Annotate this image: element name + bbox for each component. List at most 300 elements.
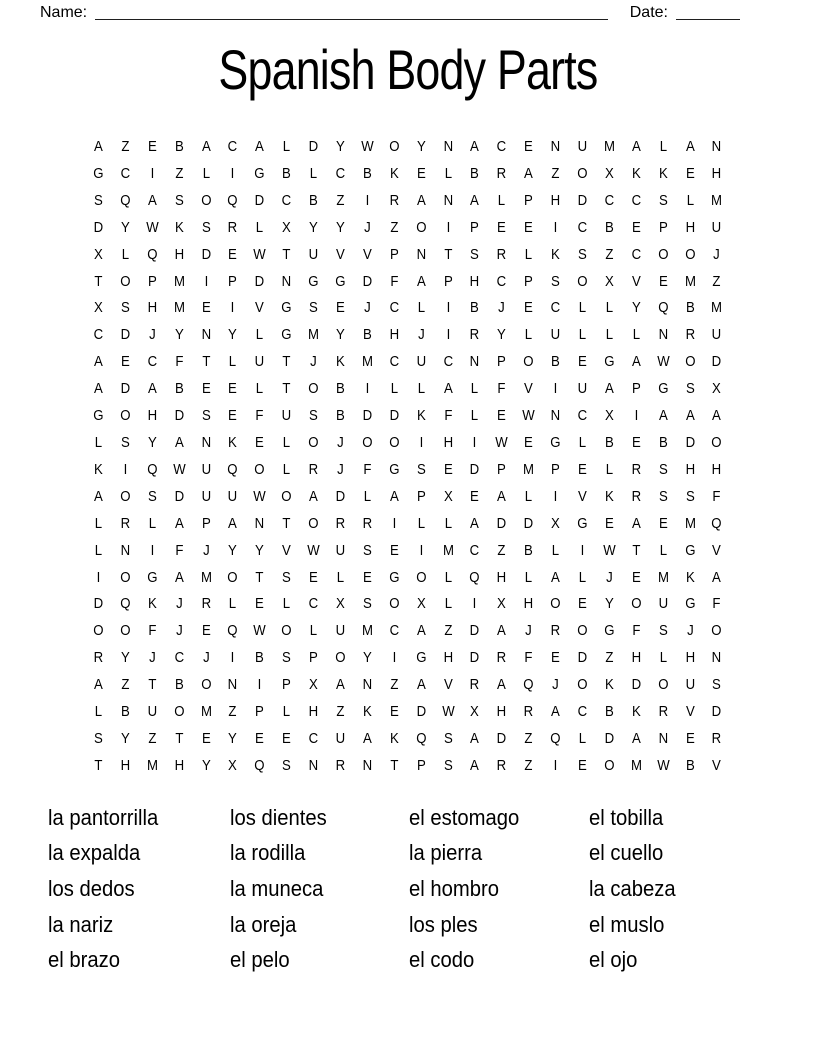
grid-cell: A [712, 568, 722, 586]
grid-cell: P [255, 703, 265, 721]
grid-cell: K [389, 164, 399, 182]
grid-cell: R [308, 460, 319, 478]
grid-cell: L [309, 164, 318, 182]
grid-cell: O [281, 622, 292, 640]
grid-cell: N [550, 138, 561, 155]
grid-cell: D [577, 191, 588, 209]
grid-cell: O [200, 676, 212, 694]
grid-cell: T [94, 756, 103, 774]
grid-cell: A [228, 514, 238, 532]
grid-cell: J [686, 622, 694, 640]
date-fill-line [676, 7, 740, 20]
grid-cell: M [361, 622, 373, 640]
word-bank-item: los dientes [230, 804, 327, 830]
grid-cell: S [685, 487, 695, 505]
grid-cell: O [200, 191, 212, 209]
grid-cell: K [147, 595, 157, 613]
grid-cell: Y [631, 299, 641, 317]
grid-cell: G [281, 326, 292, 344]
grid-cell: B [174, 676, 184, 694]
grid-cell: L [148, 514, 156, 532]
grid-cell: L [417, 380, 425, 398]
grid-cell: M [711, 299, 723, 317]
grid-cell: W [145, 218, 159, 236]
grid-cell: V [712, 541, 722, 559]
grid-cell: V [282, 541, 292, 559]
grid-cell: E [497, 218, 507, 236]
grid-cell: U [577, 380, 588, 398]
grid-cell: O [227, 568, 239, 586]
grid-cell: K [336, 353, 345, 371]
grid-cell: U [335, 622, 346, 640]
grid-cell: I [150, 541, 155, 559]
grid-cell: X [309, 676, 318, 694]
grid-cell: K [685, 568, 695, 586]
grid-cell: W [253, 245, 267, 263]
grid-cell: O [577, 676, 588, 694]
grid-cell: E [201, 299, 211, 317]
grid-cell: Z [551, 164, 560, 182]
grid-cell: L [283, 595, 291, 613]
grid-cell: C [93, 326, 104, 344]
grid-cell: S [470, 245, 480, 263]
grid-cell: O [120, 407, 131, 425]
grid-cell: A [201, 138, 211, 155]
grid-cell: Y [120, 218, 130, 236]
grid-cell: R [228, 218, 238, 236]
grid-cell: D [120, 380, 131, 398]
grid-row [85, 511, 731, 538]
grid-cell: P [416, 756, 426, 774]
grid-cell: R [93, 649, 104, 667]
grid-cell: B [362, 326, 372, 344]
grid-cell: T [632, 541, 641, 559]
grid-cell: A [470, 191, 480, 209]
grid-cell: W [253, 487, 267, 505]
grid-cell: M [173, 299, 185, 317]
grid-cell: N [416, 245, 426, 263]
grid-cell: B [362, 164, 372, 182]
grid-cell: Z [390, 218, 399, 236]
grid-cell: D [523, 514, 534, 532]
grid-cell: A [147, 380, 157, 398]
grid-cell: P [309, 649, 318, 667]
grid-row [85, 672, 731, 699]
grid-cell: T [148, 676, 157, 694]
word-bank-item: el codo [409, 947, 475, 973]
grid-cell: W [441, 703, 455, 721]
grid-cell: J [175, 622, 183, 640]
grid-cell: H [550, 191, 561, 209]
grid-cell: P [416, 487, 426, 505]
grid-cell: E [416, 164, 426, 182]
grid-cell: U [335, 729, 346, 747]
grid-cell: O [684, 353, 696, 371]
grid-cell: L [256, 218, 264, 236]
grid-cell: I [553, 487, 558, 505]
grid-cell: E [578, 460, 587, 478]
grid-cell: A [147, 191, 157, 209]
grid-cell: H [470, 272, 480, 290]
word-bank-item: la muneca [230, 875, 324, 901]
grid-cell: D [577, 649, 588, 667]
grid-cell: R [497, 756, 507, 774]
grid-cell: I [231, 299, 235, 317]
grid-cell: T [282, 245, 291, 263]
grid-cell: Y [309, 218, 318, 236]
grid-cell: N [712, 649, 722, 667]
grid-cell: D [497, 514, 507, 532]
grid-cell: G [93, 407, 104, 425]
name-fill-line [95, 7, 608, 20]
grid-cell: Z [524, 729, 533, 747]
grid-cell: E [524, 138, 534, 155]
grid-cell: O [254, 460, 265, 478]
grid-cell: O [120, 272, 131, 290]
grid-row [85, 484, 731, 511]
grid-cell: I [365, 380, 370, 398]
grid-cell: J [364, 299, 371, 317]
grid-cell: S [578, 245, 587, 263]
grid-cell: C [389, 353, 400, 371]
grid-cell: I [231, 164, 235, 182]
grid-cell: A [631, 353, 641, 371]
grid-cell: L [309, 622, 318, 640]
grid-cell: A [631, 138, 641, 155]
grid-cell: H [712, 460, 722, 478]
grid-cell: A [551, 568, 560, 586]
grid-cell: N [550, 407, 561, 425]
grid-cell: R [201, 595, 211, 613]
grid-cell: R [362, 514, 373, 532]
grid-cell: S [658, 460, 668, 478]
grid-cell: I [392, 649, 397, 667]
grid-cell: L [659, 649, 667, 667]
grid-cell: T [94, 272, 103, 290]
grid-cell: D [308, 138, 319, 155]
grid-cell: O [684, 245, 696, 263]
grid-cell: B [174, 380, 184, 398]
grid-cell: E [389, 703, 399, 721]
grid-cell: T [282, 514, 291, 532]
grid-cell: S [94, 729, 103, 747]
grid-cell: A [255, 138, 265, 155]
grid-cell: O [577, 164, 588, 182]
grid-cell: Z [121, 138, 130, 155]
grid-cell: Q [147, 460, 158, 478]
grid-cell: Q [711, 514, 723, 532]
grid-cell: K [389, 729, 399, 747]
grid-row [85, 188, 731, 215]
grid-cell: C [550, 299, 561, 317]
grid-cell: I [553, 218, 558, 236]
grid-cell: B [336, 407, 345, 425]
grid-cell: U [228, 487, 238, 505]
grid-cell: O [308, 433, 319, 451]
grid-cell: O [362, 433, 373, 451]
grid-cell: L [283, 433, 291, 451]
grid-cell: K [94, 460, 103, 478]
grid-cell: C [228, 138, 238, 155]
grid-cell: X [94, 245, 103, 263]
grid-cell: I [473, 595, 477, 613]
grid-cell: G [389, 568, 400, 586]
grid-cell: C [577, 703, 588, 721]
grid-cell: B [309, 191, 318, 209]
grid-cell: I [446, 326, 450, 344]
grid-cell: Q [415, 729, 427, 747]
grid-cell: A [631, 729, 641, 747]
grid-cell: X [282, 218, 292, 236]
word-bank [0, 800, 816, 978]
grid-cell: Z [175, 164, 184, 182]
grid-cell: O [173, 703, 185, 721]
grid-cell: O [631, 595, 642, 613]
grid-cell: N [362, 756, 373, 774]
grid-cell: N [443, 191, 453, 209]
grid-cell: D [470, 649, 480, 667]
grid-cell: T [282, 380, 291, 398]
grid-cell: H [685, 460, 695, 478]
grid-cell: J [310, 353, 317, 371]
grid-row [85, 242, 731, 269]
word-bank-item: la pantorrilla [48, 804, 159, 830]
page-title: Spanish Body Parts [218, 38, 598, 101]
grid-cell: L [444, 568, 452, 586]
grid-cell: A [389, 487, 399, 505]
word-bank-item: el estomago [409, 804, 520, 830]
grid-cell: W [522, 407, 535, 425]
grid-cell: Y [362, 649, 372, 667]
grid-cell: Q [227, 622, 239, 640]
grid-cell: E [309, 568, 318, 586]
word-bank-item: el ojo [589, 947, 638, 973]
grid-cell: A [497, 676, 507, 694]
grid-cell: U [685, 676, 695, 694]
grid-cell: L [578, 433, 587, 451]
grid-cell: J [525, 622, 532, 640]
grid-cell: D [712, 353, 722, 371]
grid-cell: F [255, 407, 264, 425]
grid-cell: G [658, 380, 669, 398]
grid-cell: A [174, 568, 184, 586]
grid-cell: P [201, 514, 211, 532]
grid-cell: E [255, 729, 265, 747]
grid-cell: H [389, 326, 400, 344]
grid-cell: L [444, 164, 452, 182]
grid-cell: P [551, 460, 560, 478]
grid-cell: S [309, 299, 318, 317]
grid-cell: U [712, 218, 722, 236]
grid-cell: I [553, 756, 558, 774]
grid-row [85, 726, 731, 753]
grid-cell: N [712, 138, 722, 155]
grid-cell: M [603, 138, 615, 155]
grid-cell: Y [228, 541, 238, 559]
grid-cell: D [631, 676, 642, 694]
grid-cell: K [416, 407, 426, 425]
grid-cell: A [443, 380, 453, 398]
grid-cell: C [497, 138, 507, 155]
word-bank-item: el pelo [230, 947, 290, 973]
grid-cell: A [631, 514, 641, 532]
grid-cell: P [631, 380, 641, 398]
grid-cell: Y [228, 326, 238, 344]
grid-row [85, 618, 731, 645]
grid-cell: X [416, 595, 426, 613]
grid-cell: M [684, 272, 696, 290]
grid-cell: K [631, 164, 641, 182]
grid-cell: V [362, 245, 372, 263]
grid-cell: M [146, 756, 158, 774]
grid-row [85, 591, 731, 618]
word-bank-column [48, 800, 230, 978]
grid-cell: J [606, 568, 613, 586]
grid-cell: N [255, 514, 265, 532]
grid-cell: A [470, 514, 480, 532]
grid-cell: J [148, 326, 156, 344]
grid-cell: H [443, 649, 453, 667]
grid-cell: I [419, 433, 423, 451]
grid-cell: B [282, 164, 292, 182]
grid-cell: C [631, 191, 642, 209]
grid-cell: E [604, 514, 614, 532]
grid-cell: Y [497, 326, 507, 344]
grid-cell: E [255, 595, 265, 613]
grid-cell: W [656, 756, 670, 774]
grid-cell: A [658, 407, 668, 425]
grid-cell: G [550, 433, 561, 451]
grid-cell: Z [524, 756, 533, 774]
word-bank-column [230, 800, 409, 978]
grid-cell: Q [550, 729, 561, 747]
grid-cell: L [498, 191, 506, 209]
grid-row [85, 753, 731, 780]
grid-cell: Z [605, 245, 614, 263]
grid-cell: H [120, 756, 131, 774]
grid-cell: S [362, 541, 372, 559]
grid-cell: E [362, 568, 372, 586]
grid-cell: R [631, 487, 642, 505]
grid-cell: O [389, 595, 400, 613]
grid-cell: L [525, 487, 533, 505]
grid-cell: L [444, 514, 452, 532]
word-bank-item: el tobilla [589, 804, 664, 830]
word-search-grid [85, 134, 731, 780]
grid-cell: Z [148, 729, 157, 747]
grid-cell: E [228, 407, 238, 425]
grid-cell: D [685, 433, 695, 451]
grid-cell: L [256, 380, 264, 398]
grid-cell: F [712, 595, 721, 613]
grid-cell: E [578, 756, 587, 774]
grid-cell: X [228, 756, 238, 774]
grid-cell: L [283, 138, 291, 155]
grid-cell: H [523, 595, 534, 613]
grid-cell: G [93, 164, 104, 182]
grid-cell: J [175, 595, 183, 613]
grid-cell: N [228, 676, 238, 694]
grid-cell: Y [120, 729, 130, 747]
grid-cell: L [121, 245, 130, 263]
grid-cell: G [335, 272, 346, 290]
word-bank-item: la rodilla [230, 840, 306, 866]
grid-cell: D [470, 622, 480, 640]
grid-cell: L [417, 299, 425, 317]
grid-cell: L [283, 703, 291, 721]
grid-cell: E [443, 460, 453, 478]
grid-cell: M [711, 191, 723, 209]
grid-cell: W [603, 541, 616, 559]
grid-row [85, 457, 731, 484]
grid-cell: A [362, 729, 372, 747]
grid-cell: I [204, 272, 208, 290]
grid-cell: R [120, 514, 131, 532]
grid-cell: T [175, 729, 184, 747]
grid-cell: S [309, 407, 318, 425]
grid-cell: M [361, 353, 373, 371]
grid-cell: S [551, 272, 560, 290]
grid-cell: G [308, 272, 319, 290]
grid-cell: Z [497, 541, 506, 559]
grid-cell: H [685, 218, 695, 236]
grid-cell: Y [255, 541, 265, 559]
grid-cell: L [94, 703, 103, 721]
grid-cell: E [228, 380, 238, 398]
grid-cell: J [498, 299, 506, 317]
grid-cell: V [255, 299, 265, 317]
grid-cell: N [201, 326, 211, 344]
grid-cell: G [604, 353, 615, 371]
grid-cell: Q [469, 568, 481, 586]
grid-cell: X [604, 407, 614, 425]
grid-cell: R [470, 326, 480, 344]
grid-cell: Q [147, 245, 158, 263]
grid-row [85, 269, 731, 296]
grid-cell: E [228, 245, 238, 263]
grid-cell: E [524, 299, 534, 317]
grid-cell: J [202, 649, 210, 667]
grid-cell: H [497, 703, 507, 721]
grid-cell: V [524, 380, 534, 398]
grid-cell: C [443, 353, 453, 371]
grid-cell: O [415, 568, 427, 586]
grid-cell: Y [228, 729, 238, 747]
grid-cell: S [201, 407, 211, 425]
grid-cell: U [308, 245, 319, 263]
grid-cell: B [604, 703, 614, 721]
grid-cell: M [523, 460, 535, 478]
grid-cell: Z [605, 649, 614, 667]
grid-cell: A [174, 514, 184, 532]
grid-cell: K [604, 487, 614, 505]
grid-cell: S [712, 676, 722, 694]
grid-cell: F [524, 649, 533, 667]
grid-cell: T [443, 245, 453, 263]
grid-cell: U [147, 703, 157, 721]
grid-cell: A [685, 407, 695, 425]
word-bank-item: la oreja [230, 911, 297, 937]
grid-cell: L [336, 568, 345, 586]
grid-cell: A [470, 138, 480, 155]
grid-cell: X [470, 703, 480, 721]
grid-cell: F [148, 622, 157, 640]
grid-cell: Z [443, 622, 453, 640]
grid-cell: Z [121, 676, 130, 694]
grid-cell: V [578, 487, 587, 505]
grid-cell: V [685, 703, 695, 721]
grid-cell: E [282, 729, 292, 747]
